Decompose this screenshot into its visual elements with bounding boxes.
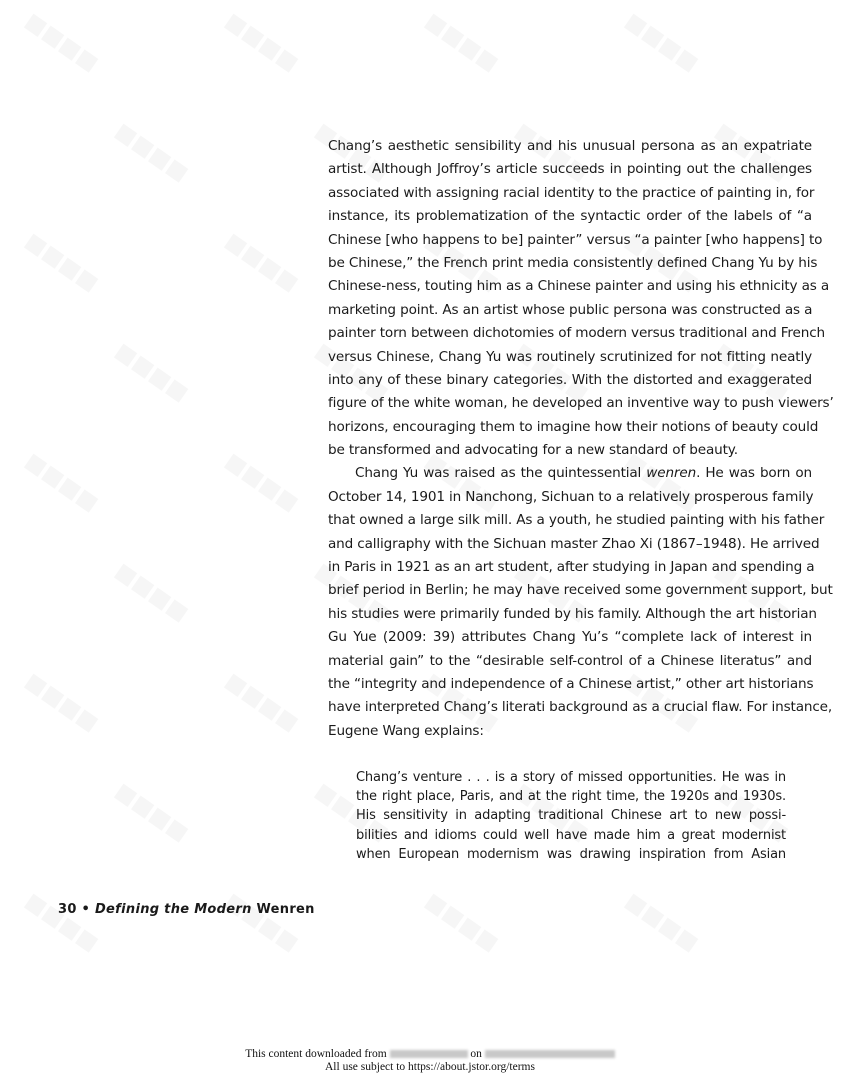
text-line: marketing point. As an artist whose public persona was constructed as a <box>328 301 813 318</box>
watermark <box>420 8 502 76</box>
text-line: versus Chinese, Chang Yu was routinely scrutinized for not fitting neatly <box>328 348 812 365</box>
watermark <box>20 8 102 76</box>
watermark <box>220 888 302 956</box>
text-line: painter torn between dichotomies of modern versus traditional and French <box>328 325 826 342</box>
text-line: Gu Yue (2009: 39) attributes Chang Yu’s “complete lack of interest in <box>328 629 812 646</box>
text-line: into any of these binary categories. With the distorted and exaggerated <box>328 371 812 388</box>
text-line: his studies were primarily funded by his family. Although the art historian <box>328 605 817 622</box>
text-line: when European modernism was drawing inspiration from Asian <box>356 846 786 862</box>
footer-line-1: This content downloaded from on <box>0 1048 860 1061</box>
watermark <box>110 778 192 846</box>
page-folio <box>58 902 315 917</box>
text-line: in Paris in 1921 as an art student, after studying in Japan and spending a <box>328 559 815 576</box>
watermark <box>20 448 102 516</box>
page-number: 30 <box>58 902 77 917</box>
block-quote <box>356 768 786 864</box>
watermark <box>220 228 302 296</box>
footer-line-2: All use subject to https://about.jstor.org/terms <box>325 1061 535 1073</box>
watermark <box>220 8 302 76</box>
text-line: associated with assigning racial identity to the practice of painting in, for <box>328 184 815 201</box>
text-line: His sensitivity in adapting traditional Chinese art to new possi- <box>356 808 786 824</box>
text-line: be Chinese,” the French print media consistently defined Chang Yu by his <box>328 254 818 271</box>
text-line: bilities and idioms could well have made him a great modernist <box>356 827 786 843</box>
text-line: Chang’s venture . . . is a story of missed opportunities. He was in <box>356 770 786 785</box>
text-line: October 14, 1901 in Nanchong, Sichuan to a relatively prosperous family <box>328 488 814 505</box>
text-line: Chinese [who happens to be] painter” versus “a painter [who happens] to <box>328 231 823 248</box>
redacted-timestamp <box>485 1050 615 1058</box>
watermark <box>110 118 192 186</box>
text-line: Chinese-ness, touting him as a Chinese painter and using his ethnicity as a <box>328 278 830 295</box>
redacted-ip <box>390 1050 468 1058</box>
text-line: and calligraphy with the Sichuan master Zhao Xi (1867–1948). He arrived <box>328 535 820 552</box>
text-line: figure of the white woman, he developed an inventive way to push viewers’ <box>328 395 834 412</box>
text-line: be transformed and advocating for a new standard of beauty. <box>328 442 738 459</box>
text-line: that owned a large silk mill. As a youth, he studied painting with his father <box>328 512 825 529</box>
text-line: Chang’s aesthetic sensibility and his unusual persona as an expatriate <box>328 138 812 154</box>
text-line: material gain” to the “desirable self-control of a Chinese literatus” and <box>328 652 812 669</box>
watermark <box>620 8 702 76</box>
watermark <box>620 888 702 956</box>
text-line: Chang Yu was raised as the quintessential wenren. He was born on <box>355 465 812 482</box>
download-footer <box>0 1048 860 1074</box>
emphasis: wenren <box>646 465 697 482</box>
text-line: instance, its problematization of the syntactic order of the labels of “a <box>328 208 812 225</box>
watermark <box>110 338 192 406</box>
paragraph-2 <box>328 462 833 743</box>
running-title-roman: Wenren <box>256 902 315 917</box>
running-title-italic: Defining the Modern <box>94 902 252 917</box>
watermark <box>420 888 502 956</box>
text-line: horizons, encouraging them to imagine how their notions of beauty could <box>328 418 819 435</box>
watermark <box>220 668 302 736</box>
text-line: brief period in Berlin; he may have received some government support, but <box>328 582 833 599</box>
body-text <box>328 135 834 743</box>
watermark <box>20 888 102 956</box>
paragraph-1 <box>328 135 834 462</box>
text-line: the right place, Paris, and at the right time, the 1920s and 1930s. <box>356 789 786 805</box>
watermark <box>20 668 102 736</box>
text-line: artist. Although Joffroy’s article succeeds in pointing out the challenges <box>328 161 812 178</box>
watermark <box>110 558 192 626</box>
text-line: the “integrity and independence of a Chinese artist,” other art historians <box>328 675 814 692</box>
text-line: have interpreted Chang’s literati background as a crucial flaw. For instance, <box>328 699 833 716</box>
text-line: Eugene Wang explains: <box>328 722 484 739</box>
bullet: • <box>81 902 91 917</box>
watermark <box>220 448 302 516</box>
watermark <box>20 228 102 296</box>
